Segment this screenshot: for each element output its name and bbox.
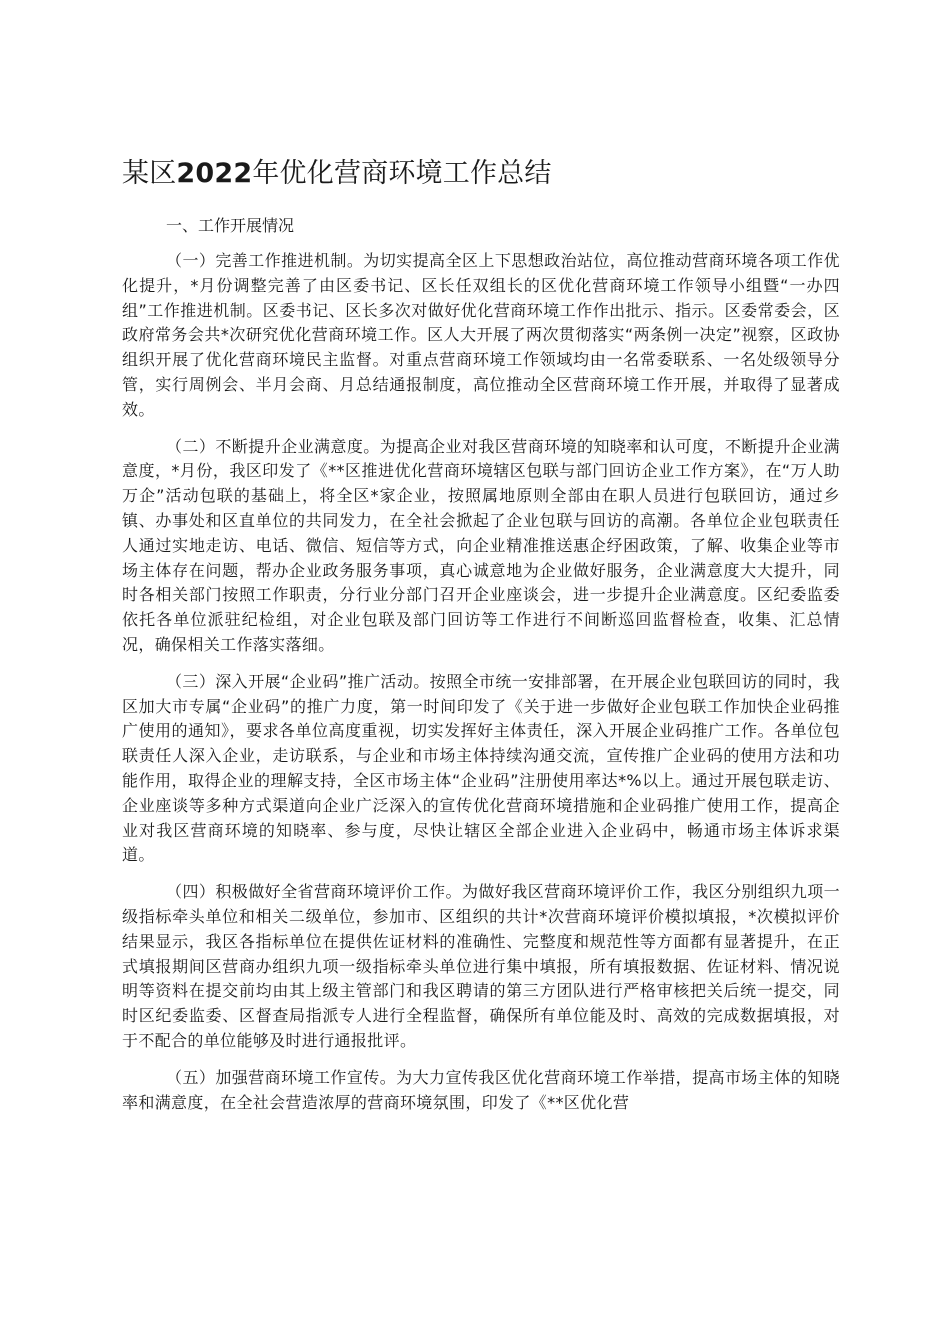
document-page <box>122 150 840 1115</box>
paragraph-5: （五）加强营商环境工作宣传。为大力宣传我区优化营商环境工作举措，提高市场主体的知晓率和满意度，在全社会营造浓厚的营商环境氛围，印发了《**区优化营 <box>122 1067 840 1112</box>
title-suffix: 年优化营商环境工作总结 <box>252 158 552 189</box>
paragraph-1: （一）完善工作推进机制。为切实提高全区上下思想政治站位，高位推动营商环境各项工作优化提升，*月份调整完善了由区委书记、区长任双组长的区优化营商环境工作领导小组暨“一办四组”工作推进机制。区委书记、区长多次对做好优化营商环境工作作出批示、指示。区委常委会，区政府常务会共*次研究优化营商环境工作。区人大开展了两次贯彻落实“两条例一决定”视察，区政协组织开展了优化营商环境民主监督。对重点营商环境工作领域均由一名常委联系、一名处级领导分管，实行周例会、半月会商、月总结通报制度，高位推动全区营商环境工作开展，并取得了显著成效。 <box>122 251 840 419</box>
title-year: 2022 <box>176 158 253 189</box>
paragraph-2: （二）不断提升企业满意度。为提高企业对我区营商环境的知晓率和认可度，不断提升企业满意度，*月份，我区印发了《**区推进优化营商环境辖区包联与部门回访企业工作方案》，在“万人助万企”活动包联的基础上，将全区*家企业，按照属地原则全部由在职人员进行包联回访，通过乡镇、办事处和区直单位的共同发力，在全社会掀起了企业包联与回访的高潮。各单位企业包联责任人通过实地走访、电话、微信、短信等方式，向企业精准推送惠企纾困政策，了解、收集企业等市场主体存在问题，帮办企业政务服务事项，真心诚意地为企业做好服务，企业满意度大大提升，同时各相关部门按照工作职责，分行业分部门召开企业座谈会，进一步提升企业满意度。区纪委监委依托各单位派驻纪检组，对企业包联及部门回访等工作进行不间断巡回监督检查，收集、汇总情况，确保相关工作落实落细。 <box>122 436 840 654</box>
paragraph-3: （三）深入开展“企业码”推广活动。按照全市统一安排部署，在开展企业包联回访的同时，我区加大市专属“企业码”的推广力度，第一时间印发了《关于进一步做好企业包联工作加快企业码推广使用的通知》，要求各单位高度重视，切实发挥好主体责任，深入开展企业码推广工作。各单位包联责任人深入企业，走访联系，与企业和市场主体持续沟通交流，宣传推广企业码的使用方法和功能作用，取得企业的理解支持，全区市场主体“企业码”注册使用率达*%以上。通过开展包联走访、企业座谈等多种方式渠道向企业广泛深入的宣传优化营商环境措施和企业码推广使用工作，提高企业对我区营商环境的知晓率、参与度，尽快让辖区全部企业进入企业码中，畅通市场主体诉求渠道。 <box>122 671 840 865</box>
document-title <box>122 150 840 198</box>
section-heading: 一、工作开展情况 <box>166 216 295 235</box>
title-prefix: 某区 <box>122 158 177 189</box>
paragraph-4: （四）积极做好全省营商环境评价工作。为做好我区营商环境评价工作，我区分别组织九项一级指标牵头单位和相关二级单位，参加市、区组织的共计*次营商环境评价模拟填报，*次模拟评价结果显示，我区各指标单位在提供佐证材料的准确性、完整度和规范性等方面都有显著提升，在正式填报期间区营商办组织九项一级指标牵头单位进行集中填报，所有填报数据、佐证材料、情况说明等资料在提交前均由其上级主管部门和我区聘请的第三方团队进行严格审核把关后统一提交，同时区纪委监委、区督查局指派专人进行全程监督，确保所有单位能及时、高效的完成数据填报，对于不配合的单位能够及时进行通报批评。 <box>122 882 840 1050</box>
